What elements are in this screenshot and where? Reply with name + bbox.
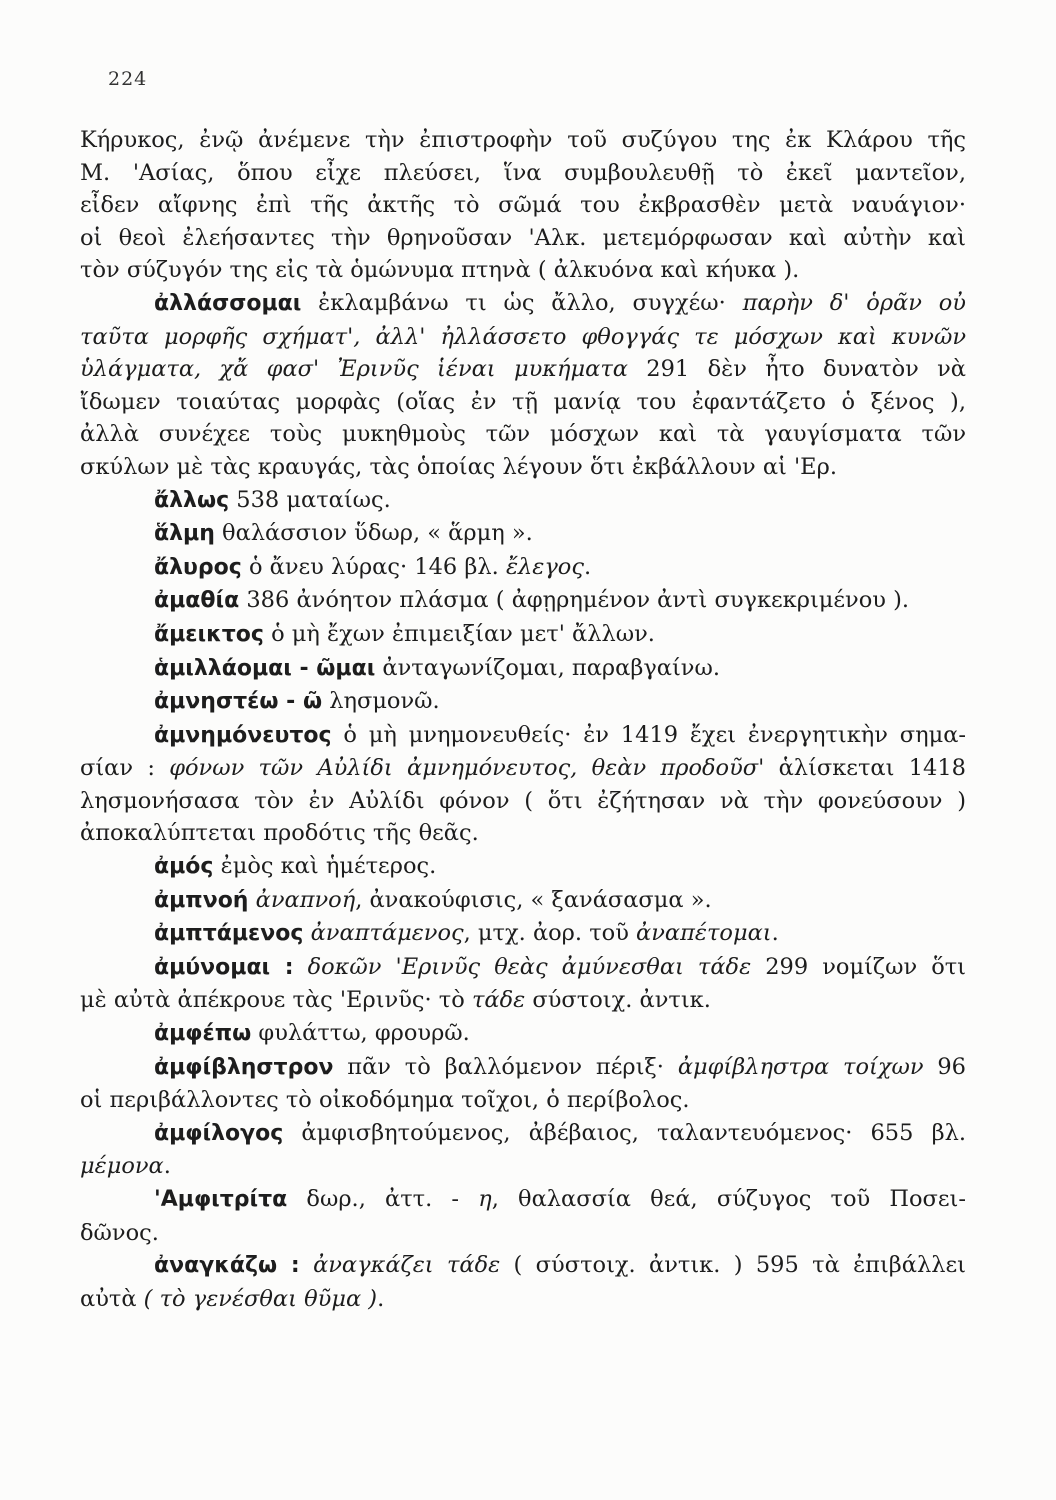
quoted-text: φόνων τῶν Αὐλίδι ἀμνημόνευτος, θεὰν προδοῦσ' xyxy=(169,755,765,782)
line-text: αὐτὰ xyxy=(80,1285,144,1312)
line-text xyxy=(248,887,255,913)
line-text: ( σύστοιχ. ἀντικ. ) 595 τὰ ἐπιβάλλει xyxy=(500,1252,966,1279)
line-text xyxy=(294,954,308,980)
line-text: ἀμφισβητούμενος, ἀβέβαιος, ταλαντευόμενος· 655 βλ. xyxy=(283,1119,966,1146)
line-text: . xyxy=(163,1153,171,1180)
headword: ἀμύνομαι : xyxy=(154,954,294,980)
text-line xyxy=(80,353,966,386)
text-line xyxy=(80,386,966,419)
quoted-text: ἀναπτάμενος xyxy=(310,920,464,947)
line-text: 386 ἀνόητον πλάσμα ( ἀφῃρημένον ἀντὶ συγκεκριμένου ). xyxy=(239,587,910,614)
line-text: σύστοιχ. ἀντικ. xyxy=(525,987,711,1014)
text-line xyxy=(80,618,966,652)
line-text: . xyxy=(583,553,592,580)
text-line xyxy=(80,652,966,686)
line-text: δωρ., ἀττ. - xyxy=(287,1186,479,1212)
line-text: οἱ περιβάλλοντες τὸ οἰκοδόμημα τοῖχοι, ὁ περίβολος. xyxy=(80,1087,690,1114)
line-text: 538 ματαίως. xyxy=(229,486,391,513)
text-line xyxy=(80,451,966,484)
text-line xyxy=(80,1017,966,1051)
text-line xyxy=(80,1249,966,1283)
line-text: ὁ μὴ ἔχων ἐπιμειξίαν μετ' ἄλλων. xyxy=(263,620,655,647)
text-line xyxy=(80,157,966,190)
line-text: σκύλων μὲ τὰς κραυγάς, τὰς ὁποίας λέγουν ὅτι ἐκβάλλουν αἱ 'Ερ. xyxy=(80,453,837,480)
line-text: . xyxy=(377,1285,385,1312)
headword: 'Αμφιτρίτα xyxy=(154,1187,288,1212)
text-line xyxy=(80,752,966,785)
text-line xyxy=(80,917,966,951)
line-text: ἀνταγωνίζομαι, παραβγαίνω. xyxy=(375,654,720,681)
text-line xyxy=(80,484,966,518)
headword: ἁμιλλάομαι - ῶμαι xyxy=(154,655,376,681)
line-text: , ἀνακούφισις, « ξανάσασμα ». xyxy=(355,886,712,913)
text-line xyxy=(80,719,966,753)
line-text: , μτχ. ἀορ. τοῦ xyxy=(463,920,637,947)
text-line xyxy=(80,551,966,585)
headword: ἅλμη xyxy=(154,521,215,547)
line-text xyxy=(303,920,310,946)
headword: ἄλυρος xyxy=(154,554,242,580)
text-line xyxy=(80,287,966,321)
quoted-text: ἀναπνοή xyxy=(255,886,356,913)
line-text: 299 νομίζων ὅτι xyxy=(751,953,966,980)
headword: ἀναγκάζω : xyxy=(154,1253,300,1279)
text-line xyxy=(80,1084,966,1117)
quoted-text: παρὴν δ' ὁρᾶν οὐ xyxy=(742,289,966,316)
line-text: οἱ θεοὶ ἐλεήσαντες τὴν θρηνοῦσαν 'Αλκ. μετεμόρφωσαν καὶ αὐτὴν καὶ xyxy=(80,224,966,251)
text-line xyxy=(80,850,966,884)
text-line xyxy=(80,517,966,551)
headword: ἀμφίβληστρον xyxy=(154,1054,334,1080)
text-line xyxy=(80,984,966,1017)
quoted-text: τάδε xyxy=(471,987,526,1014)
line-text: ἀποκαλύπτεται προδότις τῆς θεᾶς. xyxy=(80,820,479,847)
headword: ἀμπνοή xyxy=(154,887,249,913)
headword: ἀμνηστέω - ῶ xyxy=(154,689,323,715)
line-text: δῶνος. xyxy=(80,1219,159,1246)
line-text: θαλάσσιον ὕδωρ, « ἅρμη ». xyxy=(214,520,533,547)
text-line xyxy=(80,418,966,451)
headword: ἀμός xyxy=(154,854,214,880)
text-line xyxy=(80,1183,966,1217)
headword: ἄμεικτος xyxy=(154,621,264,647)
line-text: 96 xyxy=(923,1053,966,1080)
line-text: λησμονῶ. xyxy=(322,688,440,715)
quoted-text: ἀναγκάζει τάδε xyxy=(313,1252,501,1279)
headword: ἄλλως xyxy=(154,487,230,513)
headword: ἀμφέπω xyxy=(154,1021,252,1047)
text-line xyxy=(80,189,966,222)
text-line xyxy=(80,951,966,985)
line-text: πᾶν τὸ βαλλόμενον πέριξ· xyxy=(333,1053,678,1080)
line-text: εἶδεν αἴφνης ἐπὶ τῆς ἀκτῆς τὸ σῶμά του ἐκβρασθὲν μετὰ ναυάγιον· xyxy=(80,192,966,219)
line-text: Κήρυκος, ἐνῷ ἀνέμενε τὴν ἐπιστροφὴν τοῦ συζύγου της ἐκ Κλάρου τῆς xyxy=(80,127,966,153)
line-text: σίαν : xyxy=(80,755,170,782)
line-text: ὁ μὴ μνημονευθείς· ἐν 1419 ἔχει ἐνεργητικὴν σημα- xyxy=(331,721,966,748)
quoted-text: η xyxy=(478,1186,492,1212)
line-text: ἀλλὰ συνέχεε τοὺς μυκηθμοὺς τῶν μόσχων καὶ τὰ γαυγίσματα τῶν xyxy=(80,421,966,448)
line-text: ἐμὸς καὶ ἡμέτερος. xyxy=(213,853,437,880)
text-line xyxy=(80,1283,966,1316)
quoted-text: δοκῶν 'Ερινῦς θεὰς ἀμύνεσθαι τάδε xyxy=(307,953,752,980)
headword: ἀμπτάμενος xyxy=(154,921,304,947)
text-line xyxy=(80,584,966,618)
text-line xyxy=(80,1051,966,1085)
quoted-text: μέμονα xyxy=(80,1153,164,1180)
text-line xyxy=(80,884,966,918)
line-text: φυλάττω, φρουρῶ. xyxy=(251,1020,470,1047)
quoted-text: ὑλάγματα, χἄ φασ' Ἐρινῦς ἱέναι μυκήματα xyxy=(80,356,628,383)
text-line xyxy=(80,685,966,719)
headword: ἀμαθία xyxy=(154,588,240,614)
line-text: ἐκλαμβάνω τι ὡς ἄλλο, συγχέω· xyxy=(301,289,743,316)
line-text xyxy=(300,1252,313,1278)
glossary-text-body xyxy=(80,124,966,1315)
line-text: ἴδωμεν τοιαύτας μορφὰς (οἵας ἐν τῇ μανίᾳ του ἐφαντάζετο ὁ ξένος ), xyxy=(80,388,966,415)
text-line xyxy=(80,254,966,287)
line-text: , θαλασσία θεά, σύζυγος τοῦ Ποσει- xyxy=(491,1186,966,1212)
text-line xyxy=(80,1117,966,1151)
text-line xyxy=(80,1150,966,1183)
text-line xyxy=(80,124,966,157)
line-text: ἁλίσκεται 1418 xyxy=(764,755,966,782)
headword: ἀλλάσσομαι xyxy=(154,290,302,316)
text-line xyxy=(80,817,966,850)
line-text: 291 δὲν ἦτο δυνατὸν νὰ xyxy=(627,356,966,383)
quoted-text: ταῦτα μορφῆς σχήματ', ἀλλ' ἠλλάσσετο φθογγάς τε μόσχων καὶ κυνῶν xyxy=(80,323,966,350)
line-text: ὁ ἄνευ λύρας· 146 βλ. xyxy=(241,553,506,580)
page-number: 224 xyxy=(108,68,148,90)
text-line xyxy=(80,785,966,818)
line-text: λησμονήσασα τὸν ἐν Αὐλίδι φόνον ( ὅτι ἐζήτησαν νὰ τὴν φονεύσουν ) xyxy=(80,787,966,814)
text-line xyxy=(80,321,966,354)
quoted-text: ἀμφίβληστρα τοίχων xyxy=(677,1053,924,1080)
headword: ἀμνημόνευτος xyxy=(154,722,332,748)
text-line xyxy=(80,1217,966,1250)
quoted-text: ἔλεγος xyxy=(505,553,584,580)
quoted-text: ἀναπέτομαι xyxy=(636,920,772,947)
text-line xyxy=(80,222,966,255)
line-text: τὸν σύζυγόν της εἰς τὰ ὁμώνυμα πτηνὰ ( ἀλκυόνα καὶ κήυκα ). xyxy=(80,257,800,284)
quoted-text: ( τὸ γενέσθαι θῦμα ) xyxy=(143,1285,378,1312)
line-text: Μ. 'Ασίας, ὅπου εἶχε πλεύσει, ἵνα συμβουλευθῇ τὸ ἐκεῖ μαντεῖον, xyxy=(80,159,966,186)
line-text: μὲ αὐτὰ ἀπέκρουε τὰς 'Ερινῦς· τὸ xyxy=(80,987,472,1014)
headword: ἀμφίλογος xyxy=(154,1120,284,1146)
line-text: . xyxy=(771,920,779,947)
